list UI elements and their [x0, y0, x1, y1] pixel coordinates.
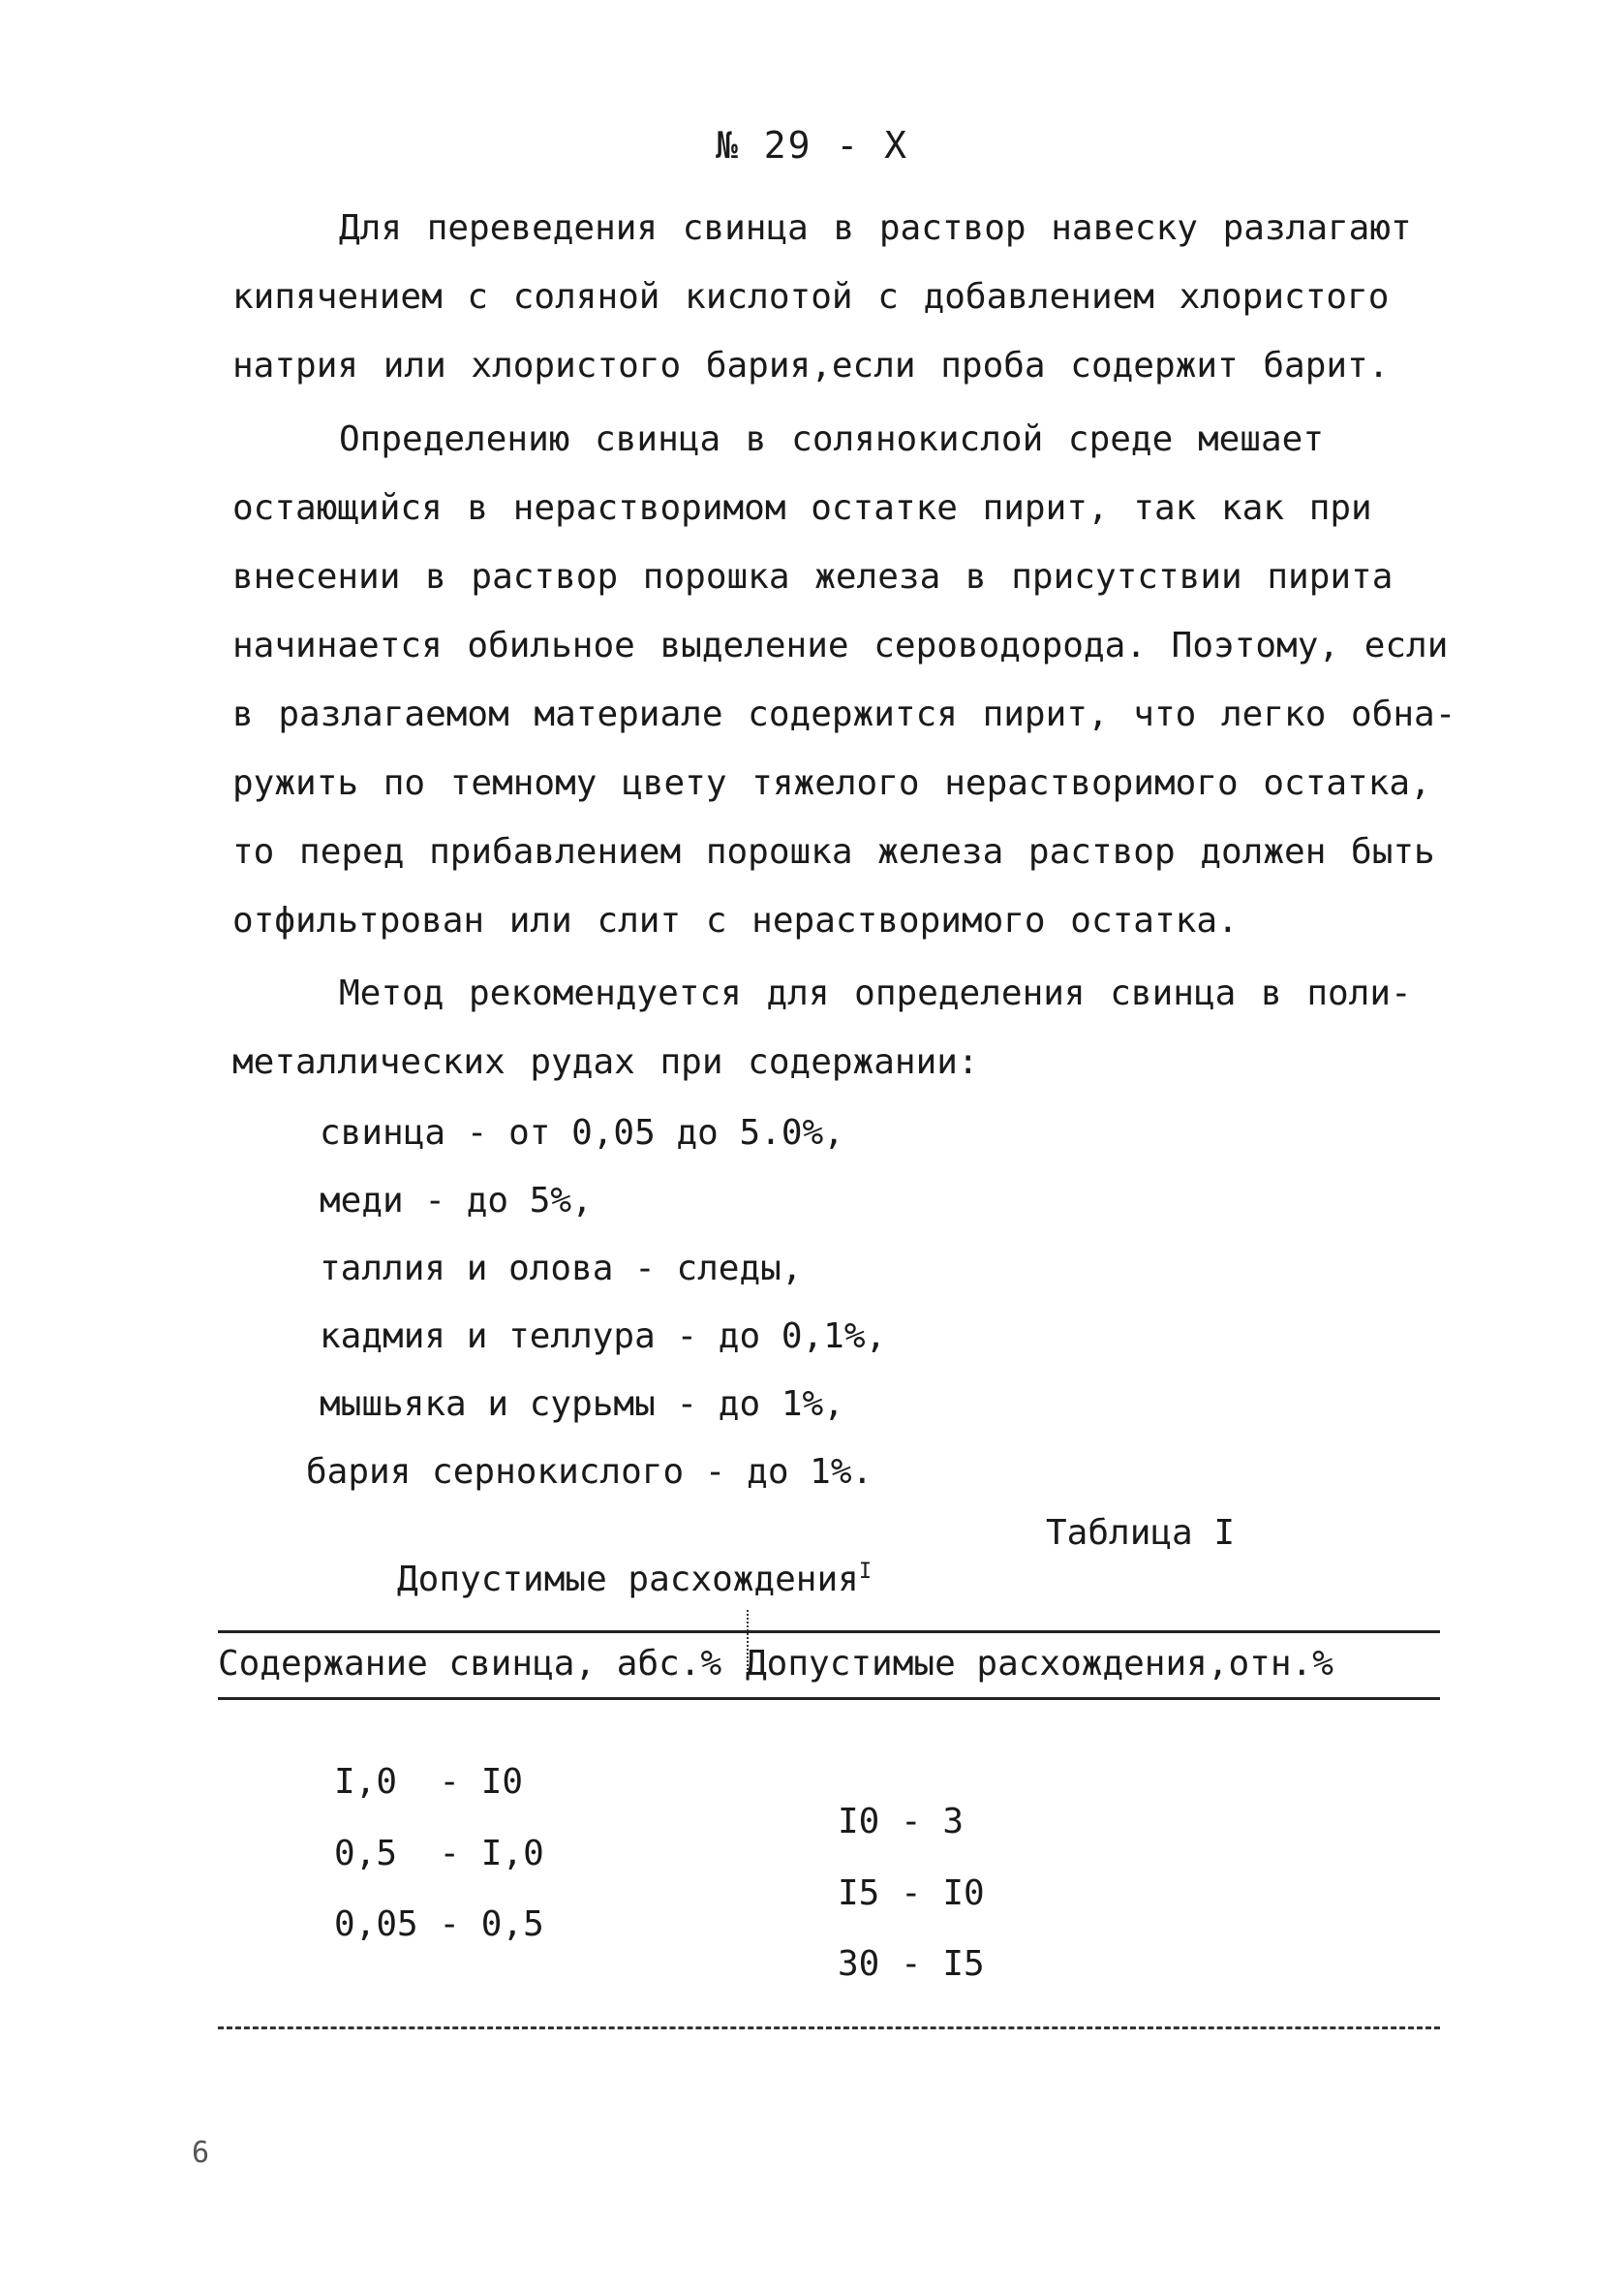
- list-item: таллия и олова - следы,: [320, 1249, 803, 1288]
- content-list: [306, 1099, 1191, 1506]
- table-title-footnote: I: [858, 1560, 873, 1584]
- table-header-discrepancy: Допустимые расхождения,отн.%: [746, 1644, 1333, 1684]
- table-label: Таблица I: [1046, 1513, 1236, 1553]
- table-cell-content: 0,05 - 0,5: [334, 1904, 544, 1944]
- list-item: меди - до 5%,: [320, 1181, 593, 1221]
- table-cell-content: I,0 - I0: [334, 1762, 524, 1802]
- paragraph-line: Метод рекомендуется для определения свинца в поли-: [339, 974, 1412, 1013]
- paragraph-line: кипячением с соляной кислотой с добавлением хлористого: [232, 277, 1390, 317]
- table-header-rule: [218, 1697, 1440, 1700]
- paragraph-line: то перед прибавлением порошка железа раствор должен быть: [232, 832, 1435, 872]
- table-cell-content: 0,5 - I,0: [334, 1834, 544, 1873]
- table-cell-discrepancy: I0 - 3: [838, 1802, 965, 1841]
- paragraph-line: ружить по темному цвету тяжелого нерастворимого остатка,: [232, 763, 1431, 803]
- paragraph-2: [232, 405, 1456, 955]
- paragraph-line: внесении в раствор порошка железа в присутствии пирита: [232, 557, 1394, 597]
- paragraph-line: Определению свинца в солянокислой среде мешает: [339, 419, 1324, 459]
- table-title-text: Допустимые расхождения: [397, 1560, 859, 1599]
- paragraph-line: Для переведения свинца в раствор навеску разлагают: [339, 208, 1412, 248]
- table-bottom-rule: [218, 2026, 1440, 2029]
- list-item: мышьяка и сурьмы - до 1%,: [320, 1384, 844, 1424]
- paragraph-line: отфильтрован или слит с нерастворимого остатка.: [232, 901, 1239, 941]
- document-number: № 29 - X: [715, 124, 909, 167]
- paragraph-line: металлических рудах при содержании:: [232, 1042, 979, 1082]
- paragraph-line: в разлагаемом материале содержится пирит, что легко обна-: [232, 695, 1456, 734]
- paragraph-line: начинается обильное выделение сероводорода. Поэтому, если: [232, 626, 1449, 665]
- page-number: 6: [192, 2136, 210, 2170]
- paragraph-line: натрия или хлористого бария,если проба содержит барит.: [232, 346, 1390, 386]
- list-item: кадмия и теллура - до 0,1%,: [320, 1316, 887, 1356]
- list-item: бария сернокислого - до 1%.: [306, 1452, 873, 1492]
- table-header-content: Содержание свинца, абс.%: [218, 1644, 722, 1684]
- table-title: [397, 1560, 872, 1599]
- table-cell-discrepancy: 30 - I5: [838, 1944, 985, 1984]
- table-cell-discrepancy: I5 - I0: [838, 1873, 985, 1913]
- table-top-rule: [218, 1630, 1440, 1633]
- list-item: свинца - от 0,05 до 5.0%,: [320, 1113, 844, 1153]
- paragraph-1: [232, 194, 1424, 400]
- paragraph-line: остающийся в нерастворимом остатке пирит, так как при: [232, 488, 1372, 528]
- paragraph-3: [232, 959, 1424, 1097]
